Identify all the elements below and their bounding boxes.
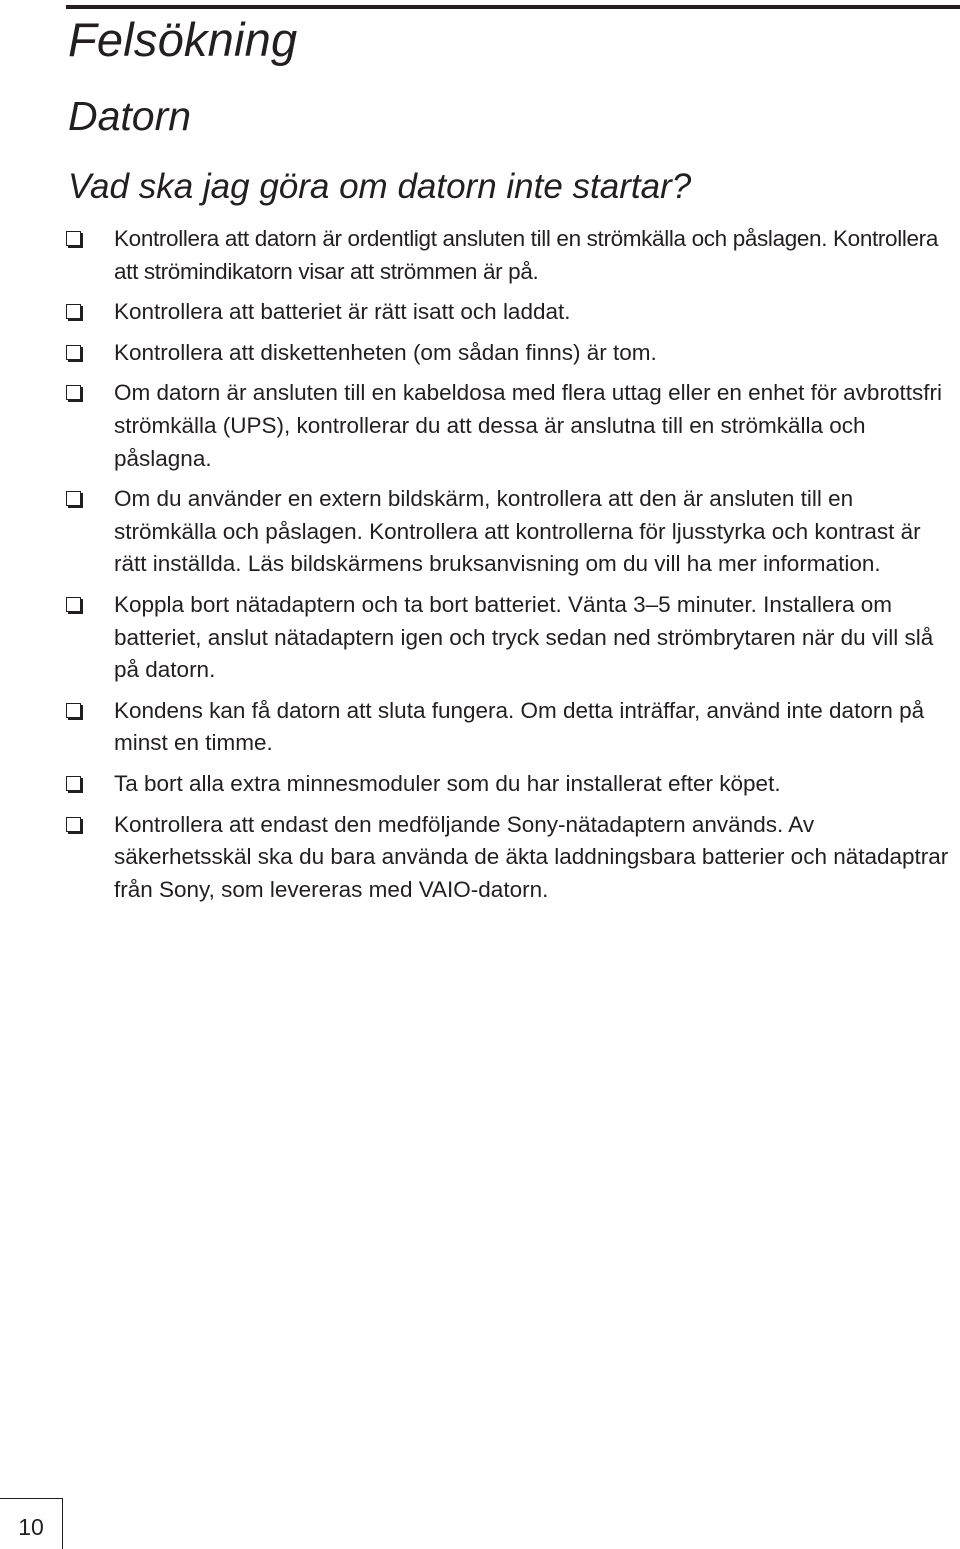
checklist-item [66, 695, 956, 760]
checkbox-icon [66, 385, 81, 400]
checklist-item [66, 223, 956, 288]
checklist-item [66, 296, 956, 329]
checklist-item [66, 809, 956, 907]
checklist-item [66, 589, 956, 687]
section-title: Datorn [68, 93, 192, 139]
checklist-item [66, 768, 956, 801]
checklist-item-text: Om du använder en extern bildskärm, kontrollera att den är ansluten till en strömkälla och påslagen. Kontrollera att kontrollerna för ljusstyrka och kontrast är rätt inställda. Läs bildskärmens bruksanvisning om du vill ha mer information. [114, 486, 921, 577]
checklist-item-text: Kontrollera att datorn är ordentligt ansluten till en strömkälla och påslagen. Kontrollera att strömindikatorn visar att strömmen är på. [114, 226, 938, 284]
chapter-title: Felsökning [68, 13, 298, 66]
checkbox-icon [66, 597, 81, 612]
checkbox-icon [66, 776, 81, 791]
checkbox-icon [66, 703, 81, 718]
checkbox-icon [66, 817, 81, 832]
checklist-item-text: Om datorn är ansluten till en kabeldosa med flera uttag eller en enhet för avbrottsfri strömkälla (UPS), kontrollerar du att dessa är anslutna till en strömkälla och påslagna. [114, 380, 942, 471]
question-title: Vad ska jag göra om datorn inte startar? [68, 167, 692, 206]
checklist-item [66, 483, 956, 581]
top-rule [66, 5, 960, 9]
checklist-item [66, 337, 956, 370]
checklist-item-text: Kondens kan få datorn att sluta fungera. Om detta inträffar, använd inte datorn på minst en timme. [114, 697, 925, 756]
page-number: 10 [18, 1514, 44, 1540]
checklist-item-text: Kontrollera att batteriet är rätt isatt och laddat. [114, 299, 571, 325]
checklist-item-text: Koppla bort nätadaptern och ta bort batteriet. Vänta 3–5 minuter. Installera om batteriet, anslut nätadaptern igen och tryck sedan ned strömbrytaren när du vill slå på datorn. [114, 591, 934, 683]
checkbox-icon [66, 231, 81, 246]
checklist-item-text: Kontrollera att diskettenheten (om sådan finns) är tom. [114, 339, 657, 365]
checklist-item-text: Ta bort alla extra minnesmoduler som du har installerat efter köpet. [114, 770, 781, 796]
checkbox-icon [66, 304, 81, 319]
checklist-item [66, 377, 956, 475]
troubleshooting-checklist [66, 223, 956, 914]
checkbox-icon [66, 491, 81, 506]
checkbox-icon [66, 345, 81, 360]
checklist-item-text: Kontrollera att endast den medföljande Sony-nätadaptern används. Av säkerhetsskäl ska du bara använda de äkta laddningsbara batterier och nätadaptrar från Sony, som levereras med VAIO-datorn. [114, 811, 949, 902]
